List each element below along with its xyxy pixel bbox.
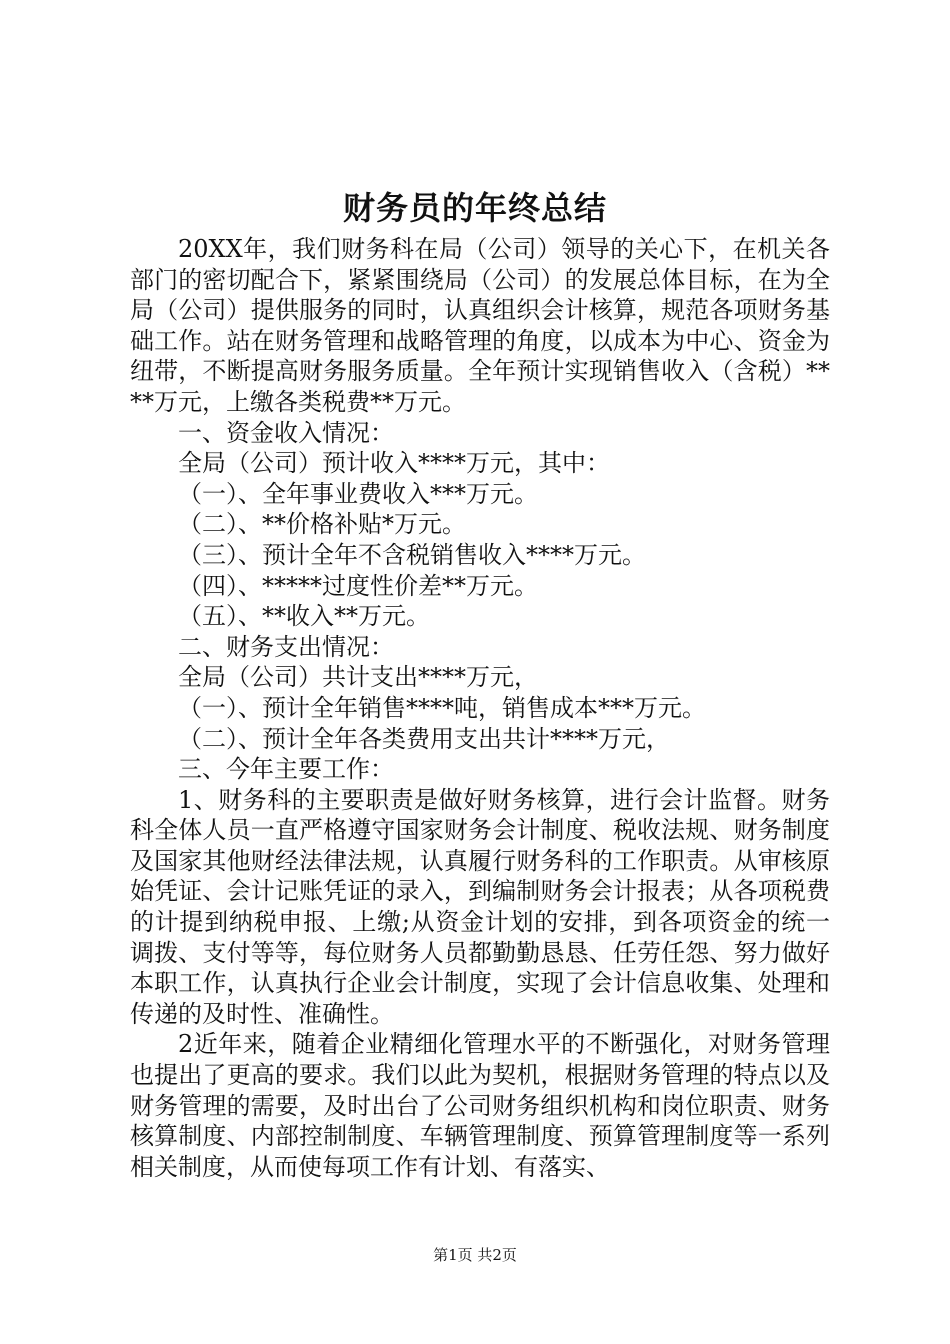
heading-expense: 二、财务支出情况： xyxy=(178,632,394,661)
paragraph-intro: 20XX年，我们财务科在局（公司）领导的关心下，在机关各部门的密切配合下，紧紧围绕局（公司）的发展总体目标，在为全局（公司）提供服务的同时，认真组织会计核算，规范各项财务基础工作。站在财务管理和战略管理的角度，以成本为中心、资金为纽带，不断提高财务服务质量。全年预计实现销售收入（含税）****万元，上缴各类税费**万元。 xyxy=(130,235,830,416)
income-item-2: （二）、**价格补贴*万元。 xyxy=(178,510,466,539)
income-item-3: （三）、预计全年不含税销售收入****万元。 xyxy=(178,540,646,569)
paragraph-expense-total: 全局（公司）共计支出****万元， xyxy=(178,663,538,692)
document-title: 财务员的年终总结 xyxy=(342,189,607,227)
income-item-5: （五）、**收入**万元。 xyxy=(178,602,430,631)
income-item-1: （一）、全年事业费收入***万元。 xyxy=(178,479,538,508)
income-item-4: （四）、*****过度性价差**万元。 xyxy=(178,571,538,600)
heading-main-work: 三、今年主要工作： xyxy=(178,755,394,784)
expense-item-1: （一）、预计全年销售****吨，销售成本***万元。 xyxy=(178,693,706,722)
heading-income: 一、资金收入情况： xyxy=(178,418,394,447)
page-number-footer: 第1页 共2页 xyxy=(433,1246,517,1264)
paragraph-work-1: 1、财务科的主要职责是做好财务核算，进行会计监督。财务科全体人员一直严格遵守国家财务会计制度、税收法规、财务制度及国家其他财经法律法规，认真履行财务科的工作职责。从审核原始凭证、会计记账凭证的录入，到编制财务会计报表；从各项税费的计提到纳税申报、上缴;从资金计划的安排，到各项资金的统一调拨、支付等等，每位财务人员都勤勤恳恳、任劳任怨、努力做好本职工作，认真执行企业会计制度，实现了会计信息收集、处理和传递的及时性、准确性。 xyxy=(130,785,830,1028)
document-body xyxy=(130,234,830,1182)
paragraph-work-2: 2近年来，随着企业精细化管理水平的不断强化，对财务管理也提出了更高的要求。我们以此为契机，根据财务管理的特点以及财务管理的需要，及时出台了公司财务组织机构和岗位职责、财务核算制度、内部控制制度、车辆管理制度、预算管理制度等一系列相关制度，从而使每项工作有计划、有落实、 xyxy=(130,1030,830,1181)
expense-item-2: （二）、预计全年各类费用支出共计****万元， xyxy=(178,724,670,753)
paragraph-income-total: 全局（公司）预计收入****万元，其中： xyxy=(178,449,610,478)
